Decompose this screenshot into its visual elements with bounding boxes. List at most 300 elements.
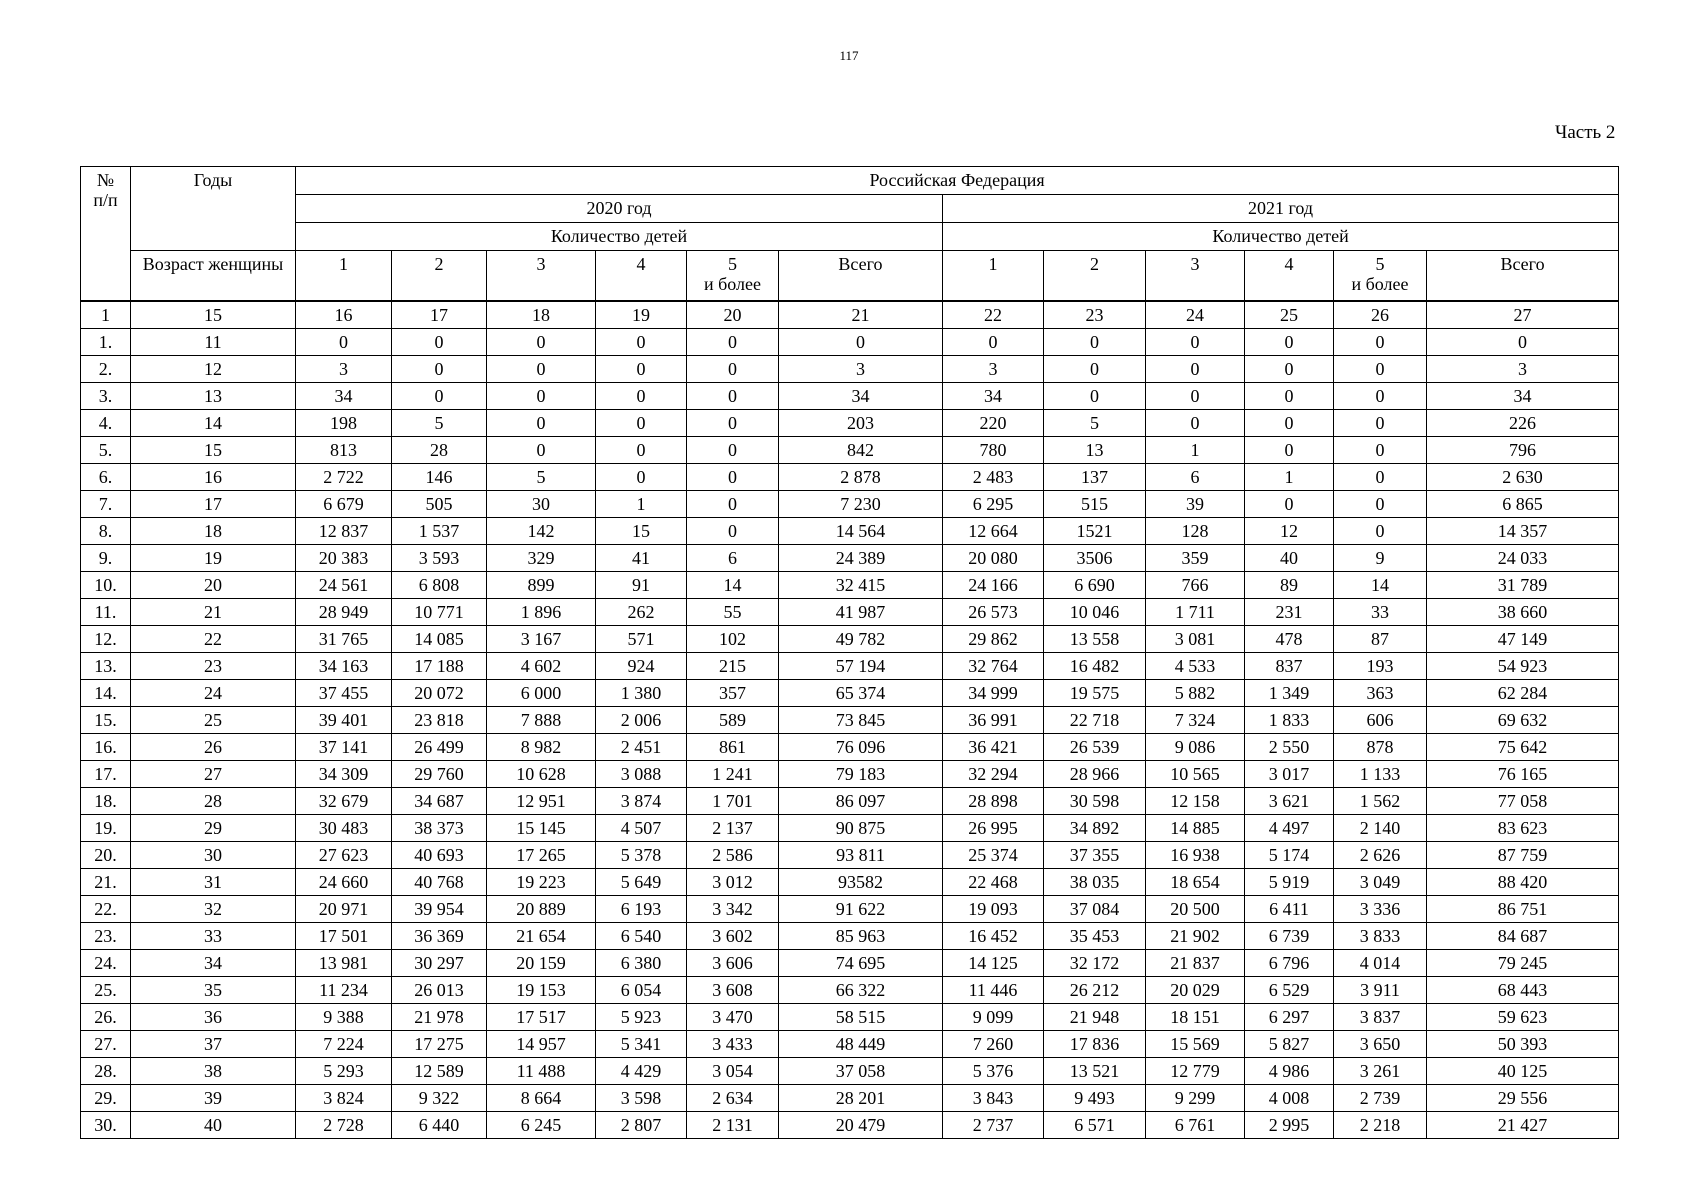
value-cell: 37 084 bbox=[1044, 896, 1146, 923]
value-cell: 6 808 bbox=[392, 572, 487, 599]
value-cell: 4 507 bbox=[596, 815, 687, 842]
value-cell: 36 421 bbox=[943, 734, 1044, 761]
value-cell: 6 000 bbox=[487, 680, 596, 707]
value-cell: 14 bbox=[687, 572, 779, 599]
row-number-cell: 25. bbox=[81, 977, 131, 1004]
value-cell: 505 bbox=[392, 491, 487, 518]
value-cell: 7 888 bbox=[487, 707, 596, 734]
value-cell: 0 bbox=[1245, 383, 1334, 410]
value-cell: 24 561 bbox=[296, 572, 392, 599]
value-cell: 4 014 bbox=[1334, 950, 1427, 977]
value-cell: 40 693 bbox=[392, 842, 487, 869]
value-cell: 39 bbox=[1146, 491, 1245, 518]
age-cell: 34 bbox=[131, 950, 296, 977]
value-cell: 1 711 bbox=[1146, 599, 1245, 626]
value-cell: 1 bbox=[1146, 437, 1245, 464]
value-cell: 14 bbox=[1334, 572, 1427, 599]
value-cell: 11 488 bbox=[487, 1058, 596, 1085]
value-cell: 6 411 bbox=[1245, 896, 1334, 923]
value-cell: 9 299 bbox=[1146, 1085, 1245, 1112]
value-cell: 13 558 bbox=[1044, 626, 1146, 653]
value-cell: 14 957 bbox=[487, 1031, 596, 1058]
value-cell: 6 739 bbox=[1245, 923, 1334, 950]
value-cell: 55 bbox=[687, 599, 779, 626]
value-cell: 41 bbox=[596, 545, 687, 572]
age-cell: 13 bbox=[131, 383, 296, 410]
row-number-cell: 26. bbox=[81, 1004, 131, 1031]
value-cell: 19 153 bbox=[487, 977, 596, 1004]
value-cell: 0 bbox=[687, 464, 779, 491]
value-cell: 93 811 bbox=[779, 842, 943, 869]
value-cell: 20 159 bbox=[487, 950, 596, 977]
value-cell: 3 602 bbox=[687, 923, 779, 950]
statistics-table bbox=[80, 166, 1619, 1139]
value-cell: 15 569 bbox=[1146, 1031, 1245, 1058]
value-cell: 137 bbox=[1044, 464, 1146, 491]
value-cell: 10 628 bbox=[487, 761, 596, 788]
value-cell: 30 297 bbox=[392, 950, 487, 977]
column-number: 23 bbox=[1044, 301, 1146, 329]
row-number-cell: 20. bbox=[81, 842, 131, 869]
value-cell: 40 768 bbox=[392, 869, 487, 896]
value-cell: 2 722 bbox=[296, 464, 392, 491]
age-cell: 21 bbox=[131, 599, 296, 626]
value-cell: 0 bbox=[296, 329, 392, 356]
value-cell: 861 bbox=[687, 734, 779, 761]
value-cell: 3 081 bbox=[1146, 626, 1245, 653]
age-cell: 25 bbox=[131, 707, 296, 734]
age-cell: 37 bbox=[131, 1031, 296, 1058]
row-number-cell: 1. bbox=[81, 329, 131, 356]
value-cell: 18 151 bbox=[1146, 1004, 1245, 1031]
value-cell: 17 836 bbox=[1044, 1031, 1146, 1058]
value-cell: 589 bbox=[687, 707, 779, 734]
value-cell: 3 824 bbox=[296, 1085, 392, 1112]
value-cell: 1 241 bbox=[687, 761, 779, 788]
value-cell: 10 771 bbox=[392, 599, 487, 626]
header-children-count-2020: Количество детей bbox=[296, 223, 943, 251]
value-cell: 37 455 bbox=[296, 680, 392, 707]
value-cell: 37 058 bbox=[779, 1058, 943, 1085]
row-number-cell: 3. bbox=[81, 383, 131, 410]
value-cell: 33 bbox=[1334, 599, 1427, 626]
value-cell: 6 297 bbox=[1245, 1004, 1334, 1031]
value-cell: 842 bbox=[779, 437, 943, 464]
row-number-cell: 18. bbox=[81, 788, 131, 815]
value-cell: 2 550 bbox=[1245, 734, 1334, 761]
column-number: 26 bbox=[1334, 301, 1427, 329]
age-cell: 28 bbox=[131, 788, 296, 815]
value-cell: 32 172 bbox=[1044, 950, 1146, 977]
value-cell: 19 575 bbox=[1044, 680, 1146, 707]
age-cell: 36 bbox=[131, 1004, 296, 1031]
value-cell: 31 765 bbox=[296, 626, 392, 653]
value-cell: 5 923 bbox=[596, 1004, 687, 1031]
row-number-cell: 10. bbox=[81, 572, 131, 599]
value-cell: 37 355 bbox=[1044, 842, 1146, 869]
row-number-cell: 29. bbox=[81, 1085, 131, 1112]
value-cell: 0 bbox=[1334, 383, 1427, 410]
value-cell: 3 833 bbox=[1334, 923, 1427, 950]
value-cell: 68 443 bbox=[1427, 977, 1619, 1004]
column-number: 27 bbox=[1427, 301, 1619, 329]
value-cell: 0 bbox=[596, 464, 687, 491]
value-cell: 3 598 bbox=[596, 1085, 687, 1112]
age-cell: 17 bbox=[131, 491, 296, 518]
value-cell: 79 245 bbox=[1427, 950, 1619, 977]
value-cell: 2 807 bbox=[596, 1112, 687, 1139]
value-cell: 226 bbox=[1427, 410, 1619, 437]
value-cell: 0 bbox=[596, 437, 687, 464]
header-year-2021: 2021 год bbox=[943, 195, 1619, 223]
value-cell: 50 393 bbox=[1427, 1031, 1619, 1058]
table-row bbox=[81, 1004, 1619, 1031]
value-cell: 102 bbox=[687, 626, 779, 653]
value-cell: 0 bbox=[687, 383, 779, 410]
header-year-2020: 2020 год bbox=[296, 195, 943, 223]
value-cell: 5 293 bbox=[296, 1058, 392, 1085]
value-cell: 22 718 bbox=[1044, 707, 1146, 734]
value-cell: 9 493 bbox=[1044, 1085, 1146, 1112]
value-cell: 0 bbox=[1334, 329, 1427, 356]
value-cell: 77 058 bbox=[1427, 788, 1619, 815]
value-cell: 32 764 bbox=[943, 653, 1044, 680]
value-cell: 7 230 bbox=[779, 491, 943, 518]
table-row bbox=[81, 1031, 1619, 1058]
value-cell: 0 bbox=[1146, 329, 1245, 356]
value-cell: 142 bbox=[487, 518, 596, 545]
value-cell: 0 bbox=[687, 437, 779, 464]
value-cell: 146 bbox=[392, 464, 487, 491]
row-number-cell: 5. bbox=[81, 437, 131, 464]
value-cell: 3 336 bbox=[1334, 896, 1427, 923]
value-cell: 3 843 bbox=[943, 1085, 1044, 1112]
value-cell: 9 bbox=[1334, 545, 1427, 572]
value-cell: 0 bbox=[687, 410, 779, 437]
table-row bbox=[81, 842, 1619, 869]
value-cell: 11 234 bbox=[296, 977, 392, 1004]
value-cell: 12 589 bbox=[392, 1058, 487, 1085]
value-cell: 12 664 bbox=[943, 518, 1044, 545]
value-cell: 359 bbox=[1146, 545, 1245, 572]
column-number: 21 bbox=[779, 301, 943, 329]
value-cell: 7 224 bbox=[296, 1031, 392, 1058]
value-cell: 0 bbox=[1245, 491, 1334, 518]
age-cell: 31 bbox=[131, 869, 296, 896]
value-cell: 3 433 bbox=[687, 1031, 779, 1058]
value-cell: 3 bbox=[943, 356, 1044, 383]
value-cell: 3 012 bbox=[687, 869, 779, 896]
value-cell: 62 284 bbox=[1427, 680, 1619, 707]
value-cell: 20 072 bbox=[392, 680, 487, 707]
value-cell: 28 966 bbox=[1044, 761, 1146, 788]
value-cell: 73 845 bbox=[779, 707, 943, 734]
age-cell: 39 bbox=[131, 1085, 296, 1112]
header-region: Российская Федерация bbox=[296, 167, 1619, 195]
value-cell: 65 374 bbox=[779, 680, 943, 707]
header-children-2021-col-6: Всего bbox=[1427, 251, 1619, 302]
value-cell: 3 342 bbox=[687, 896, 779, 923]
value-cell: 5 bbox=[487, 464, 596, 491]
value-cell: 1 380 bbox=[596, 680, 687, 707]
value-cell: 7 260 bbox=[943, 1031, 1044, 1058]
value-cell: 3 837 bbox=[1334, 1004, 1427, 1031]
value-cell: 0 bbox=[1044, 329, 1146, 356]
value-cell: 1 133 bbox=[1334, 761, 1427, 788]
table-row bbox=[81, 1112, 1619, 1139]
age-cell: 18 bbox=[131, 518, 296, 545]
value-cell: 2 995 bbox=[1245, 1112, 1334, 1139]
table-row bbox=[81, 950, 1619, 977]
row-number-cell: 27. bbox=[81, 1031, 131, 1058]
value-cell: 15 bbox=[596, 518, 687, 545]
value-cell: 198 bbox=[296, 410, 392, 437]
value-cell: 20 479 bbox=[779, 1112, 943, 1139]
column-number: 22 bbox=[943, 301, 1044, 329]
value-cell: 88 420 bbox=[1427, 869, 1619, 896]
table-row bbox=[81, 410, 1619, 437]
value-cell: 12 951 bbox=[487, 788, 596, 815]
value-cell: 5 376 bbox=[943, 1058, 1044, 1085]
value-cell: 91 622 bbox=[779, 896, 943, 923]
value-cell: 23 818 bbox=[392, 707, 487, 734]
value-cell: 0 bbox=[687, 329, 779, 356]
value-cell: 21 837 bbox=[1146, 950, 1245, 977]
value-cell: 363 bbox=[1334, 680, 1427, 707]
header-row-number: № п/п bbox=[81, 167, 131, 302]
row-number-cell: 9. bbox=[81, 545, 131, 572]
value-cell: 19 223 bbox=[487, 869, 596, 896]
value-cell: 3 593 bbox=[392, 545, 487, 572]
header-children-count-2021: Количество детей bbox=[943, 223, 1619, 251]
age-cell: 35 bbox=[131, 977, 296, 1004]
value-cell: 2 728 bbox=[296, 1112, 392, 1139]
value-cell: 128 bbox=[1146, 518, 1245, 545]
age-cell: 24 bbox=[131, 680, 296, 707]
value-cell: 6 245 bbox=[487, 1112, 596, 1139]
table-body bbox=[81, 301, 1619, 1139]
value-cell: 34 bbox=[779, 383, 943, 410]
value-cell: 20 971 bbox=[296, 896, 392, 923]
value-cell: 6 761 bbox=[1146, 1112, 1245, 1139]
value-cell: 1 701 bbox=[687, 788, 779, 815]
header-children-2020-col-3: 3 bbox=[487, 251, 596, 302]
value-cell: 837 bbox=[1245, 653, 1334, 680]
age-cell: 27 bbox=[131, 761, 296, 788]
value-cell: 30 598 bbox=[1044, 788, 1146, 815]
value-cell: 3 054 bbox=[687, 1058, 779, 1085]
value-cell: 16 452 bbox=[943, 923, 1044, 950]
value-cell: 5 341 bbox=[596, 1031, 687, 1058]
value-cell: 14 125 bbox=[943, 950, 1044, 977]
value-cell: 28 949 bbox=[296, 599, 392, 626]
header-children-2020-col-1: 1 bbox=[296, 251, 392, 302]
value-cell: 3 911 bbox=[1334, 977, 1427, 1004]
column-number: 19 bbox=[596, 301, 687, 329]
age-cell: 33 bbox=[131, 923, 296, 950]
value-cell: 34 892 bbox=[1044, 815, 1146, 842]
value-cell: 0 bbox=[392, 356, 487, 383]
value-cell: 262 bbox=[596, 599, 687, 626]
value-cell: 87 bbox=[1334, 626, 1427, 653]
value-cell: 3 621 bbox=[1245, 788, 1334, 815]
table-row bbox=[81, 599, 1619, 626]
value-cell: 69 632 bbox=[1427, 707, 1619, 734]
table-row bbox=[81, 572, 1619, 599]
value-cell: 6 380 bbox=[596, 950, 687, 977]
row-number-cell: 8. bbox=[81, 518, 131, 545]
value-cell: 193 bbox=[1334, 653, 1427, 680]
value-cell: 5 bbox=[392, 410, 487, 437]
value-cell: 28 201 bbox=[779, 1085, 943, 1112]
column-number: 18 bbox=[487, 301, 596, 329]
value-cell: 91 bbox=[596, 572, 687, 599]
value-cell: 3 650 bbox=[1334, 1031, 1427, 1058]
value-cell: 0 bbox=[487, 329, 596, 356]
table-row bbox=[81, 1058, 1619, 1085]
value-cell: 0 bbox=[1044, 383, 1146, 410]
value-cell: 6 bbox=[687, 545, 779, 572]
value-cell: 5 919 bbox=[1245, 869, 1334, 896]
value-cell: 40 125 bbox=[1427, 1058, 1619, 1085]
header-children-2021-col-2: 2 bbox=[1044, 251, 1146, 302]
value-cell: 25 374 bbox=[943, 842, 1044, 869]
value-cell: 5 882 bbox=[1146, 680, 1245, 707]
value-cell: 5 174 bbox=[1245, 842, 1334, 869]
value-cell: 34 309 bbox=[296, 761, 392, 788]
value-cell: 37 141 bbox=[296, 734, 392, 761]
age-cell: 23 bbox=[131, 653, 296, 680]
value-cell: 9 099 bbox=[943, 1004, 1044, 1031]
header-woman-age: Возраст женщины bbox=[131, 251, 296, 302]
value-cell: 478 bbox=[1245, 626, 1334, 653]
value-cell: 14 885 bbox=[1146, 815, 1245, 842]
value-cell: 9 388 bbox=[296, 1004, 392, 1031]
value-cell: 34 bbox=[1427, 383, 1619, 410]
value-cell: 12 779 bbox=[1146, 1058, 1245, 1085]
value-cell: 4 533 bbox=[1146, 653, 1245, 680]
value-cell: 49 782 bbox=[779, 626, 943, 653]
value-cell: 2 878 bbox=[779, 464, 943, 491]
value-cell: 0 bbox=[943, 329, 1044, 356]
value-cell: 32 679 bbox=[296, 788, 392, 815]
value-cell: 32 294 bbox=[943, 761, 1044, 788]
column-number: 25 bbox=[1245, 301, 1334, 329]
value-cell: 6 193 bbox=[596, 896, 687, 923]
value-cell: 5 827 bbox=[1245, 1031, 1334, 1058]
column-number: 24 bbox=[1146, 301, 1245, 329]
value-cell: 93582 bbox=[779, 869, 943, 896]
value-cell: 3 bbox=[779, 356, 943, 383]
value-cell: 87 759 bbox=[1427, 842, 1619, 869]
value-cell: 1 896 bbox=[487, 599, 596, 626]
value-cell: 0 bbox=[1334, 464, 1427, 491]
value-cell: 4 602 bbox=[487, 653, 596, 680]
value-cell: 796 bbox=[1427, 437, 1619, 464]
value-cell: 35 453 bbox=[1044, 923, 1146, 950]
row-number-cell: 2. bbox=[81, 356, 131, 383]
part-label: Часть 2 bbox=[1555, 122, 1616, 143]
value-cell: 3 088 bbox=[596, 761, 687, 788]
value-cell: 17 275 bbox=[392, 1031, 487, 1058]
value-cell: 766 bbox=[1146, 572, 1245, 599]
value-cell: 1 bbox=[596, 491, 687, 518]
value-cell: 34 163 bbox=[296, 653, 392, 680]
row-number-cell: 16. bbox=[81, 734, 131, 761]
age-cell: 12 bbox=[131, 356, 296, 383]
value-cell: 26 212 bbox=[1044, 977, 1146, 1004]
value-cell: 9 322 bbox=[392, 1085, 487, 1112]
value-cell: 83 623 bbox=[1427, 815, 1619, 842]
header-children-2020-col-6: Всего bbox=[779, 251, 943, 302]
value-cell: 3 874 bbox=[596, 788, 687, 815]
row-number-cell: 22. bbox=[81, 896, 131, 923]
value-cell: 0 bbox=[1334, 491, 1427, 518]
value-cell: 39 954 bbox=[392, 896, 487, 923]
age-cell: 15 bbox=[131, 437, 296, 464]
row-number-cell: 24. bbox=[81, 950, 131, 977]
value-cell: 40 bbox=[1245, 545, 1334, 572]
age-cell: 19 bbox=[131, 545, 296, 572]
value-cell: 357 bbox=[687, 680, 779, 707]
value-cell: 0 bbox=[1334, 410, 1427, 437]
row-number-cell: 12. bbox=[81, 626, 131, 653]
value-cell: 38 660 bbox=[1427, 599, 1619, 626]
value-cell: 12 837 bbox=[296, 518, 392, 545]
column-number: 20 bbox=[687, 301, 779, 329]
value-cell: 6 690 bbox=[1044, 572, 1146, 599]
value-cell: 0 bbox=[487, 356, 596, 383]
age-cell: 26 bbox=[131, 734, 296, 761]
value-cell: 515 bbox=[1044, 491, 1146, 518]
value-cell: 19 093 bbox=[943, 896, 1044, 923]
value-cell: 10 565 bbox=[1146, 761, 1245, 788]
value-cell: 2 483 bbox=[943, 464, 1044, 491]
value-cell: 0 bbox=[487, 410, 596, 437]
value-cell: 4 429 bbox=[596, 1058, 687, 1085]
row-number-cell: 7. bbox=[81, 491, 131, 518]
value-cell: 0 bbox=[687, 518, 779, 545]
table-row bbox=[81, 923, 1619, 950]
table-row bbox=[81, 464, 1619, 491]
value-cell: 24 166 bbox=[943, 572, 1044, 599]
table-row bbox=[81, 356, 1619, 383]
value-cell: 329 bbox=[487, 545, 596, 572]
value-cell: 17 188 bbox=[392, 653, 487, 680]
value-cell: 7 324 bbox=[1146, 707, 1245, 734]
table-row bbox=[81, 383, 1619, 410]
value-cell: 0 bbox=[596, 383, 687, 410]
value-cell: 3 261 bbox=[1334, 1058, 1427, 1085]
value-cell: 8 664 bbox=[487, 1085, 596, 1112]
value-cell: 14 357 bbox=[1427, 518, 1619, 545]
value-cell: 26 573 bbox=[943, 599, 1044, 626]
value-cell: 13 981 bbox=[296, 950, 392, 977]
age-cell: 32 bbox=[131, 896, 296, 923]
value-cell: 0 bbox=[779, 329, 943, 356]
value-cell: 16 482 bbox=[1044, 653, 1146, 680]
value-cell: 74 695 bbox=[779, 950, 943, 977]
value-cell: 2 006 bbox=[596, 707, 687, 734]
value-cell: 3 049 bbox=[1334, 869, 1427, 896]
value-cell: 1 562 bbox=[1334, 788, 1427, 815]
age-cell: 16 bbox=[131, 464, 296, 491]
table-row bbox=[81, 329, 1619, 356]
value-cell: 32 415 bbox=[779, 572, 943, 599]
age-cell: 38 bbox=[131, 1058, 296, 1085]
value-cell: 2 634 bbox=[687, 1085, 779, 1112]
table-row bbox=[81, 680, 1619, 707]
